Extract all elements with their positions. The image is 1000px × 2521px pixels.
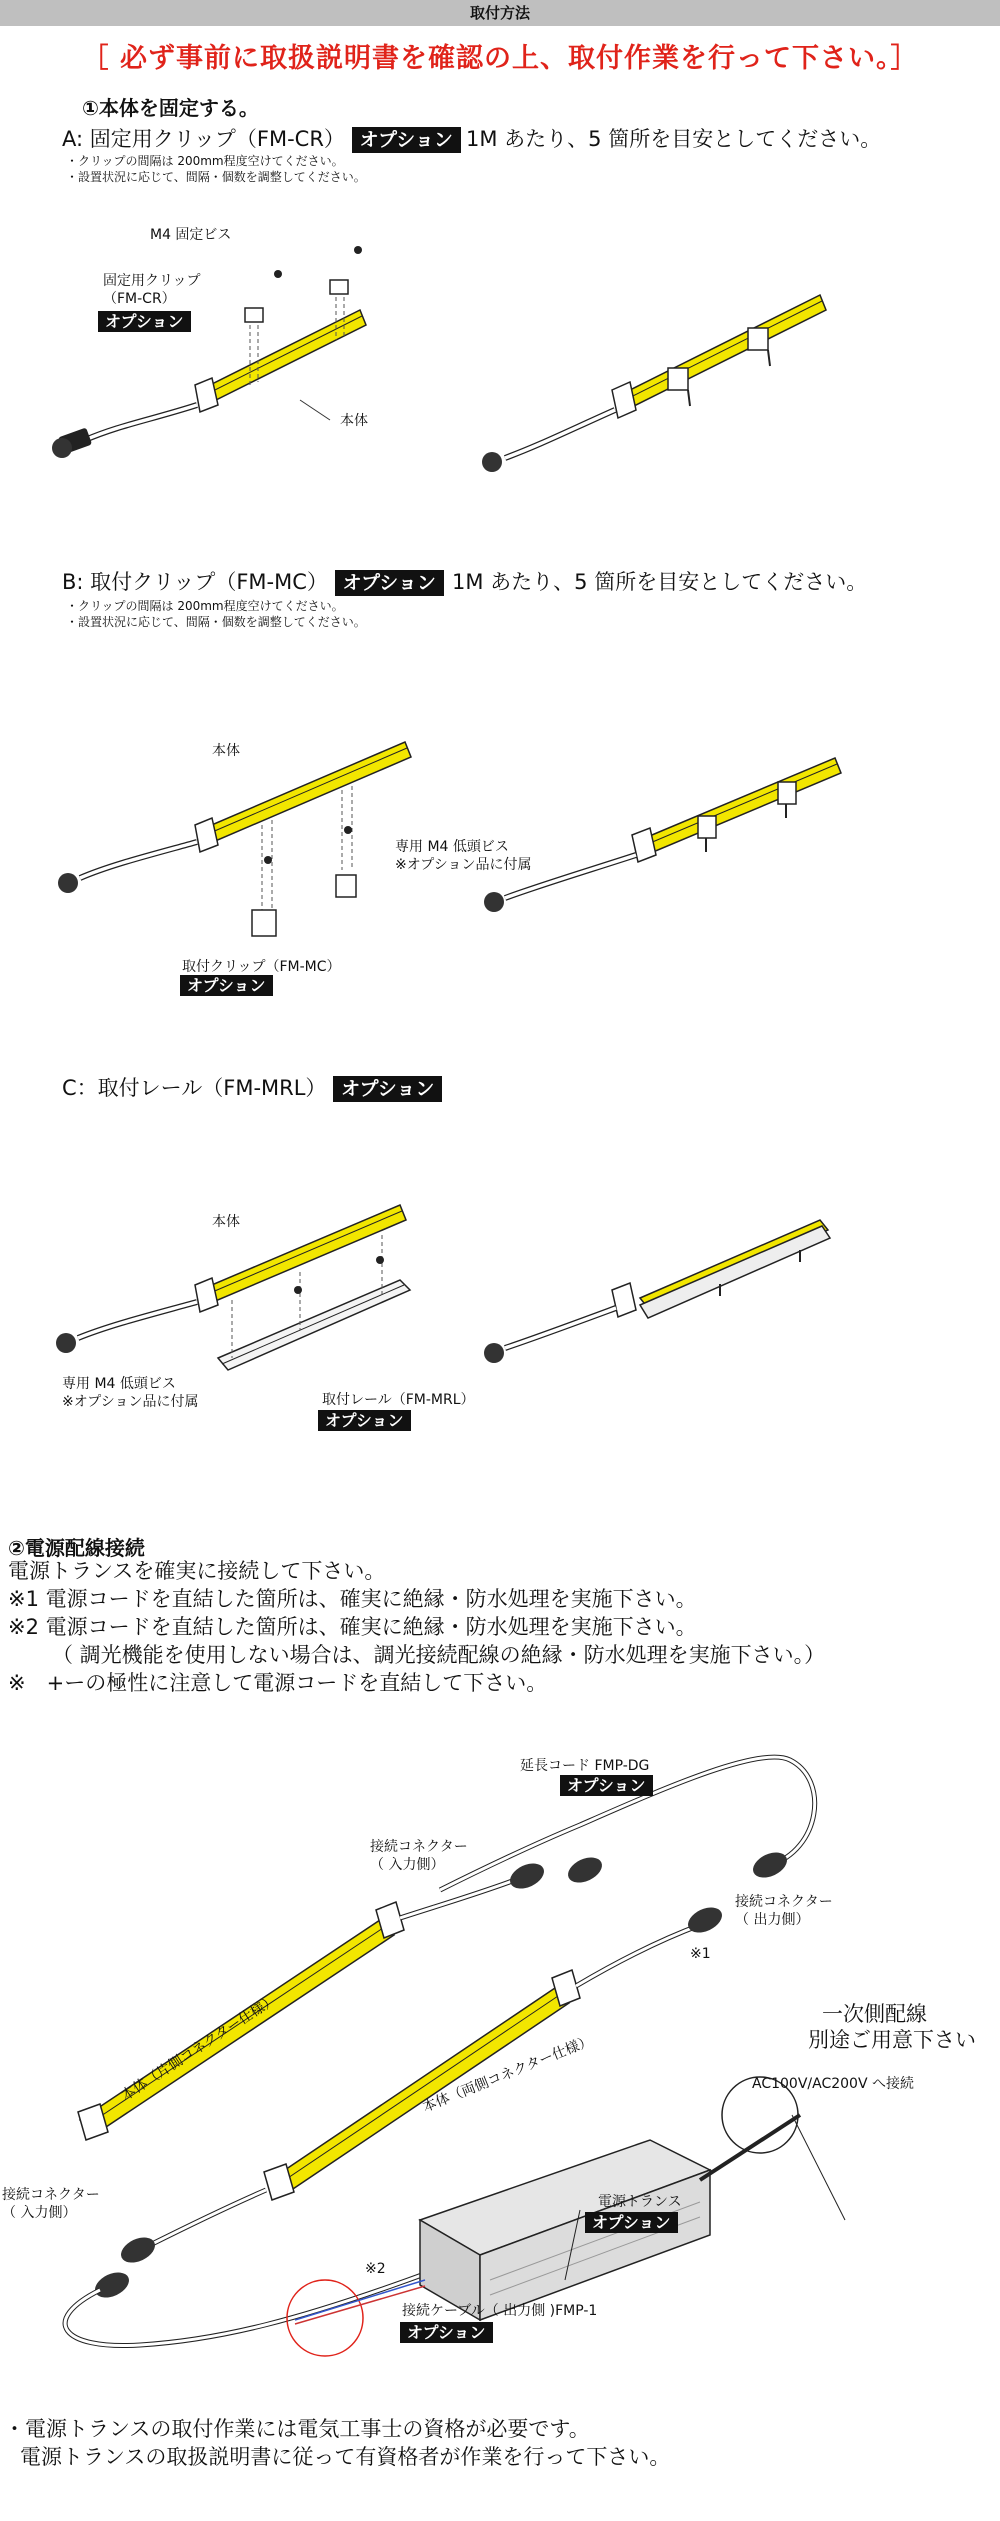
method-c-label-body: 本体: [212, 1214, 240, 1230]
method-a-label-clip: 固定用クリップ: [103, 273, 201, 289]
label-primary-wiring-note: 別途ご用意下さい: [808, 2028, 976, 2052]
method-c-rail-badge: オプション: [318, 1410, 411, 1431]
method-a-right-strip: [482, 295, 826, 472]
label-connector-in-1b: （ 入力側）: [370, 1857, 445, 1873]
label-note-2: ※2: [365, 2261, 386, 2277]
method-b-label-body: 本体: [212, 743, 240, 759]
method-b-desc: 1M あたり、5 箇所を目安としてください。: [452, 570, 868, 594]
label-connector-in-2: 接続コネクター: [2, 2187, 100, 2203]
method-b-label-screw: 専用 M4 低頭ビス: [395, 839, 509, 855]
extension-cord-badge: オプション: [560, 1775, 653, 1796]
label-ac-input: AC100V/AC200V へ接続: [752, 2076, 914, 2092]
label-extension-cord: 延長コード FMP-DG: [520, 1758, 650, 1774]
section2-heading: ②電源配線接続: [8, 1536, 145, 1560]
method-b-label-clip: 取付クリップ（FM-MC）: [182, 959, 341, 975]
label-transformer: 電源トランス: [598, 2194, 682, 2210]
method-a-clip-badge: オプション: [98, 311, 191, 332]
connection-cable-badge: オプション: [400, 2322, 493, 2343]
label-connector-out-b: （ 出力側）: [735, 1912, 810, 1928]
warning-banner: ［ 必ず事前に取扱説明書を確認の上、取付作業を行って下さい。］: [81, 43, 919, 74]
label-connection-cable: 接続ケーブル（ 出力側 )FMP-1: [402, 2303, 598, 2319]
section2-line-5: ※ +ーの極性に注意して電源コードを直結して下さい。: [8, 1671, 548, 1695]
method-c-label-screw-note: ※オプション品に付属: [62, 1394, 199, 1410]
method-b-left-strip: [58, 742, 411, 936]
section2-line-1: 電源トランスを確実に接続して下さい。: [8, 1559, 386, 1583]
section2-line-3: ※2 電源コードを直結した箇所は、確実に絶縁・防水処理を実施下さい。: [8, 1615, 697, 1639]
method-a-title: [62, 123, 461, 153]
method-a-note-1: ・クリップの間隔は 200mm程度空けてください。: [66, 154, 344, 168]
footer-line-2: 電源トランスの取扱説明書に従って有資格者が作業を行って下さい。: [20, 2445, 671, 2469]
label-connector-in-2b: （ 入力側）: [2, 2205, 77, 2221]
wiring-diagram: [0, 1720, 1000, 2400]
method-b-label-screw-note: ※オプション品に付属: [395, 857, 532, 873]
method-c-rail-badge-wrap: [318, 1410, 411, 1431]
method-c-right-strip: [484, 1220, 830, 1363]
method-b-right-strip: [484, 758, 841, 912]
method-a-left-strip: [52, 246, 366, 458]
method-c-title-text: C：取付レール（FM-MRL）: [62, 1076, 327, 1100]
method-b-note-1: ・クリップの間隔は 200mm程度空けてください。: [66, 599, 344, 613]
page-header: 取付方法: [0, 0, 1000, 26]
label-body-double: 本体（両側コネクター仕様）: [420, 2032, 595, 2116]
method-c-label-screw: 専用 M4 低頭ビス: [62, 1376, 176, 1392]
method-a-diagram: [0, 200, 1000, 500]
label-primary-wiring: 一次側配線: [822, 2002, 927, 2026]
method-a-desc: 1M あたり、5 箇所を目安としてください。: [466, 127, 882, 151]
method-c-label-rail: 取付レール（FM-MRL）: [322, 1392, 475, 1408]
transformer-badge: オプション: [585, 2212, 678, 2233]
method-c-title: [62, 1072, 442, 1102]
section1-heading: ①本体を固定する。: [82, 96, 259, 120]
method-b-title-text: B: 取付クリップ（FM-MC）: [62, 570, 328, 594]
method-b-clip-badge-wrap: [180, 975, 273, 996]
section2-line-2: ※1 電源コードを直結した箇所は、確実に絶縁・防水処理を実施下さい。: [8, 1587, 697, 1611]
method-b-title: [62, 566, 444, 596]
method-c-option-badge: オプション: [333, 1076, 442, 1102]
label-note-1: ※1: [690, 1946, 711, 1962]
label-body-single: 本体（片側コネクター仕様）: [118, 1991, 280, 2105]
transformer-badge-wrap: [585, 2212, 678, 2233]
method-a-option-badge: オプション: [352, 127, 461, 153]
extension-badge-wrap: [560, 1775, 653, 1796]
method-a-note-2: ・設置状況に応じて、間隔・個数を調整してください。: [66, 170, 366, 184]
method-b-option-badge: オプション: [335, 570, 444, 596]
method-b-note-2: ・設置状況に応じて、間隔・個数を調整してください。: [66, 615, 366, 629]
cable-badge-wrap: [400, 2322, 493, 2343]
footer-line-1: ・電源トランスの取付作業には電気工事士の資格が必要です。: [4, 2417, 590, 2441]
method-a-title-text: A: 固定用クリップ（FM-CR）: [62, 127, 345, 151]
label-connector-out: 接続コネクター: [735, 1894, 833, 1910]
method-a-clip-badge-wrap: [98, 311, 191, 332]
section2-line-4: （ 調光機能を使用しない場合は、調光接続配線の絶縁・防水処理を実施下さい。）: [52, 1643, 826, 1667]
method-a-label-body: 本体: [340, 413, 368, 429]
method-a-label-screw: M4 固定ビス: [150, 227, 232, 243]
method-b-clip-badge: オプション: [180, 975, 273, 996]
label-connector-in-1: 接続コネクター: [370, 1839, 468, 1855]
method-a-label-clip-model: （FM-CR）: [103, 291, 176, 307]
